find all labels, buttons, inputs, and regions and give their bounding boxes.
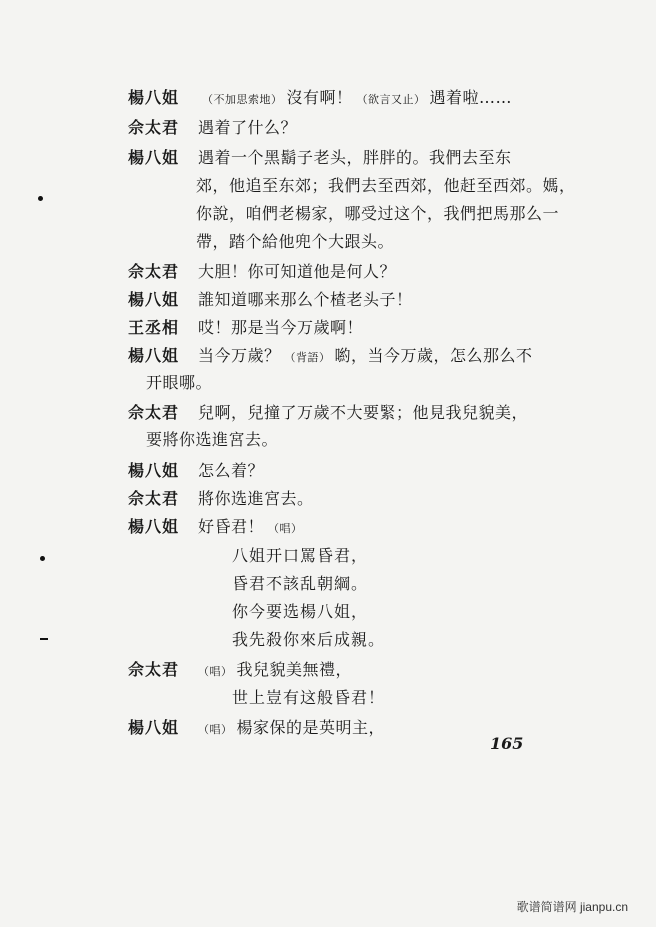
speaker-name: 楊八姐 — [128, 461, 180, 480]
dialogue-text: 遇着了什么？ — [198, 118, 298, 137]
song-line: 世上豈有这般昏君！ — [232, 688, 386, 707]
speaker-name: 佘太君 — [128, 262, 180, 281]
dialogue-text: 哎！那是当今万歲啊！ — [198, 318, 364, 337]
watermark: 歌谱简谱网 jianpu.cn — [516, 900, 628, 914]
dialogue-text: 大胆！你可知道他是何人？ — [198, 262, 397, 281]
scan-mark — [40, 556, 45, 561]
speaker-name: 楊八姐 — [128, 148, 180, 167]
dialogue-text: 遇着一个黑鬍子老头，胖胖的。我們去至东 — [198, 148, 512, 167]
dialogue-text — [198, 517, 596, 539]
speaker-name: 楊八姐 — [128, 290, 180, 309]
song-line: 我兒貌美無禮， — [236, 660, 353, 679]
dialogue-fragment: 遇着啦…… — [429, 88, 513, 107]
dialogue-fragment: 沒有啊！ — [286, 88, 353, 107]
speaker-name: 楊八姐 — [128, 88, 180, 107]
stage-direction: （唱） — [198, 723, 233, 736]
dialogue-line — [128, 517, 596, 539]
dialogue-continuation: 要將你选進宮去。 — [146, 430, 279, 449]
dialogue-line — [128, 718, 596, 740]
stage-direction: （唱） — [268, 522, 303, 535]
song-line: 昏君不該乱朝綱。 — [232, 574, 369, 593]
speaker-name: 佘太君 — [128, 118, 180, 137]
dialogue-line — [128, 88, 596, 110]
song-line: 八姐开口罵昏君， — [232, 546, 369, 565]
dialogue-line — [128, 290, 596, 310]
dialogue-text — [198, 88, 596, 110]
dialogue-text: 兒啊，兒撞了万歲不大要緊；他見我兒貌美， — [198, 403, 529, 422]
dialogue-text: 怎么着？ — [198, 461, 265, 480]
dialogue-continuation: 郊，他追至东郊；我們去至西郊，他赶至西郊。媽， — [196, 176, 576, 195]
dialogue-line — [128, 262, 596, 282]
page-number: 165 — [490, 734, 524, 753]
dialogue-line — [128, 489, 596, 509]
speaker-name: 王丞相 — [128, 318, 180, 337]
dialogue-fragment: 当今万歲？ — [198, 346, 281, 365]
dialogue-text: 將你选進宮去。 — [198, 489, 314, 508]
speaker-name: 楊八姐 — [128, 718, 180, 737]
dialogue-continuation: 开眼哪。 — [146, 373, 213, 392]
stage-direction: （不加思索地） — [202, 93, 283, 106]
speaker-name: 楊八姐 — [128, 346, 180, 365]
dialogue-line — [128, 403, 596, 423]
dialogue-text — [198, 660, 596, 682]
speaker-name: 佘太君 — [128, 403, 180, 422]
dialogue-line — [128, 346, 596, 368]
stage-direction: （唱） — [198, 665, 233, 678]
dialogue-fragment: 好昏君！ — [198, 517, 265, 536]
dialogue-text: 誰知道哪来那么个楂老头子！ — [198, 290, 413, 309]
dialogue-line — [128, 148, 596, 168]
dialogue-line — [128, 461, 596, 481]
speaker-name: 佘太君 — [128, 489, 180, 508]
dialogue-text — [198, 346, 596, 368]
scan-mark — [40, 638, 48, 640]
stage-direction: （背語） — [284, 351, 331, 364]
song-line: 楊家保的是英明主， — [236, 718, 386, 737]
dialogue-line — [128, 118, 596, 138]
dialogue-continuation: 你說，咱們老楊家，哪受过这个，我們把馬那么一 — [196, 204, 560, 223]
dialogue-line — [128, 318, 596, 338]
dialogue-text — [198, 718, 596, 740]
song-line: 我先殺你來后成親。 — [232, 630, 386, 649]
stage-direction: （欲言又止） — [356, 93, 426, 106]
dialogue-line — [128, 660, 596, 682]
speaker-name: 楊八姐 — [128, 517, 180, 536]
speaker-name: 佘太君 — [128, 660, 180, 679]
dialogue-fragment: 喲，当今万歲，怎么那么不 — [334, 346, 533, 365]
scan-mark — [38, 196, 43, 201]
song-line: 你今要选楊八姐， — [232, 602, 369, 621]
dialogue-continuation: 帶，踏个給他兜个大跟头。 — [196, 232, 395, 251]
